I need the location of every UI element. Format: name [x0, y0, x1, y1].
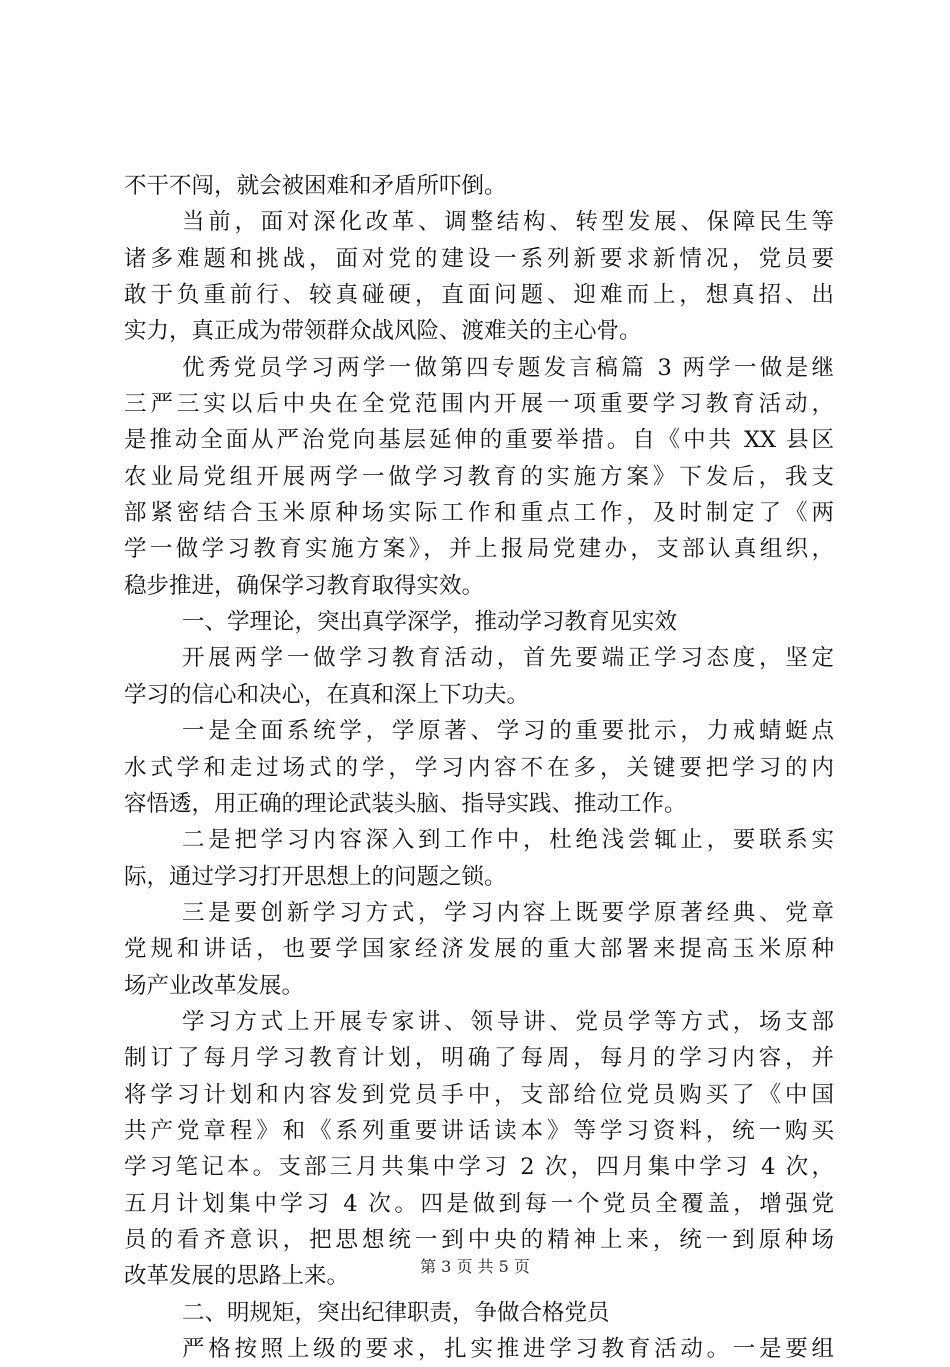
text-line: 开展两学一做学习教育活动，首先要端正学习态度，坚定 — [182, 645, 834, 672]
text-line: 容悟透，用正确的理论武装头脑、指导实践、推动工作。 — [124, 790, 687, 817]
text-line: 优秀党员学习两学一做第四专题发言稿篇 3 两学一做是继 — [182, 354, 834, 381]
text-line: 员的看齐意识，把思想统一到中央的精神上来，统一到原种场 — [124, 1226, 834, 1253]
text-line: 实力，真正成为带领群众战风险、渡难关的主心骨。 — [124, 318, 642, 345]
text-line: 学一做学习教育实施方案》，并上报局党建办，支部认真组织， — [124, 536, 834, 563]
text-line: 共产党章程》和《系列重要讲话读本》等学习资料，统一购买 — [124, 1117, 834, 1144]
text-line: 部紧密结合玉米原种场实际工作和重点工作，及时制定了《两 — [124, 500, 834, 527]
text-line: 五月计划集中学习 4 次。四是做到每一个党员全覆盖，增强党 — [124, 1190, 834, 1217]
text-line: 农业局党组开展两学一做学习教育的实施方案》下发后，我支 — [124, 463, 834, 490]
text-line: 水式学和走过场式的学，学习内容不在多，关键要把学习的内 — [124, 754, 834, 781]
text-line: 是推动全面从严治党向基层延伸的重要举措。自《中共 XX 县区 — [124, 427, 834, 454]
text-line: 党规和讲话，也要学国家经济发展的重大部署来提高玉米原种 — [124, 936, 834, 963]
text-line: 际，通过学习打开思想上的问题之锁。 — [124, 863, 507, 890]
text-line: 将学习计划和内容发到党员手中，支部给位党员购买了《中国 — [124, 1081, 834, 1108]
text-line: 当前，面对深化改革、调整结构、转型发展、保障民生等 — [182, 209, 834, 236]
text-line: 敢于负重前行、较真碰硬，直面问题、迎难而上，想真招、出 — [124, 282, 834, 309]
text-line: 二是把学习内容深入到工作中，杜绝浅尝辄止，要联系实 — [182, 827, 834, 854]
text-line: 一、学理论，突出真学深学，推动学习教育见实效 — [182, 609, 678, 636]
text-line: 不干不闯，就会被困难和矛盾所吓倒。 — [124, 173, 507, 199]
text-line: 学习方式上开展专家讲、领导讲、党员学等方式，场支部 — [182, 1008, 834, 1035]
text-line: 改革发展的思路上来。 — [124, 1263, 350, 1290]
text-line: 严格按照上级的要求，扎实推进学习教育活动。一是要组 — [182, 1336, 834, 1362]
text-line: 学习的信心和决心，在真和深上下功夫。 — [124, 681, 530, 708]
page-footer: 第 3 页 共 5 页 — [420, 1257, 530, 1276]
text-line: 学习笔记本。支部三月共集中学习 2 次，四月集中学习 4 次， — [124, 1154, 834, 1181]
text-line: 制订了每月学习教育计划，明确了每周，每月的学习内容，并 — [124, 1045, 834, 1072]
text-line: 一是全面系统学，学原著、学习的重要批示，力戒蜻蜓点 — [182, 718, 834, 745]
text-line: 诸多难题和挑战，面对党的建设一系列新要求新情况，党员要 — [124, 245, 834, 272]
text-line: 二、明规矩，突出纪律职责，争做合格党员 — [182, 1299, 610, 1326]
document-body — [124, 168, 834, 1367]
text-line: 稳步推进，确保学习教育取得实效。 — [124, 572, 485, 599]
text-line: 三是要创新学习方式，学习内容上既要学原著经典、党章 — [182, 899, 834, 926]
text-line: 三严三实以后中央在全党范围内开展一项重要学习教育活动， — [124, 391, 834, 418]
text-line: 场产业改革发展。 — [124, 972, 305, 999]
